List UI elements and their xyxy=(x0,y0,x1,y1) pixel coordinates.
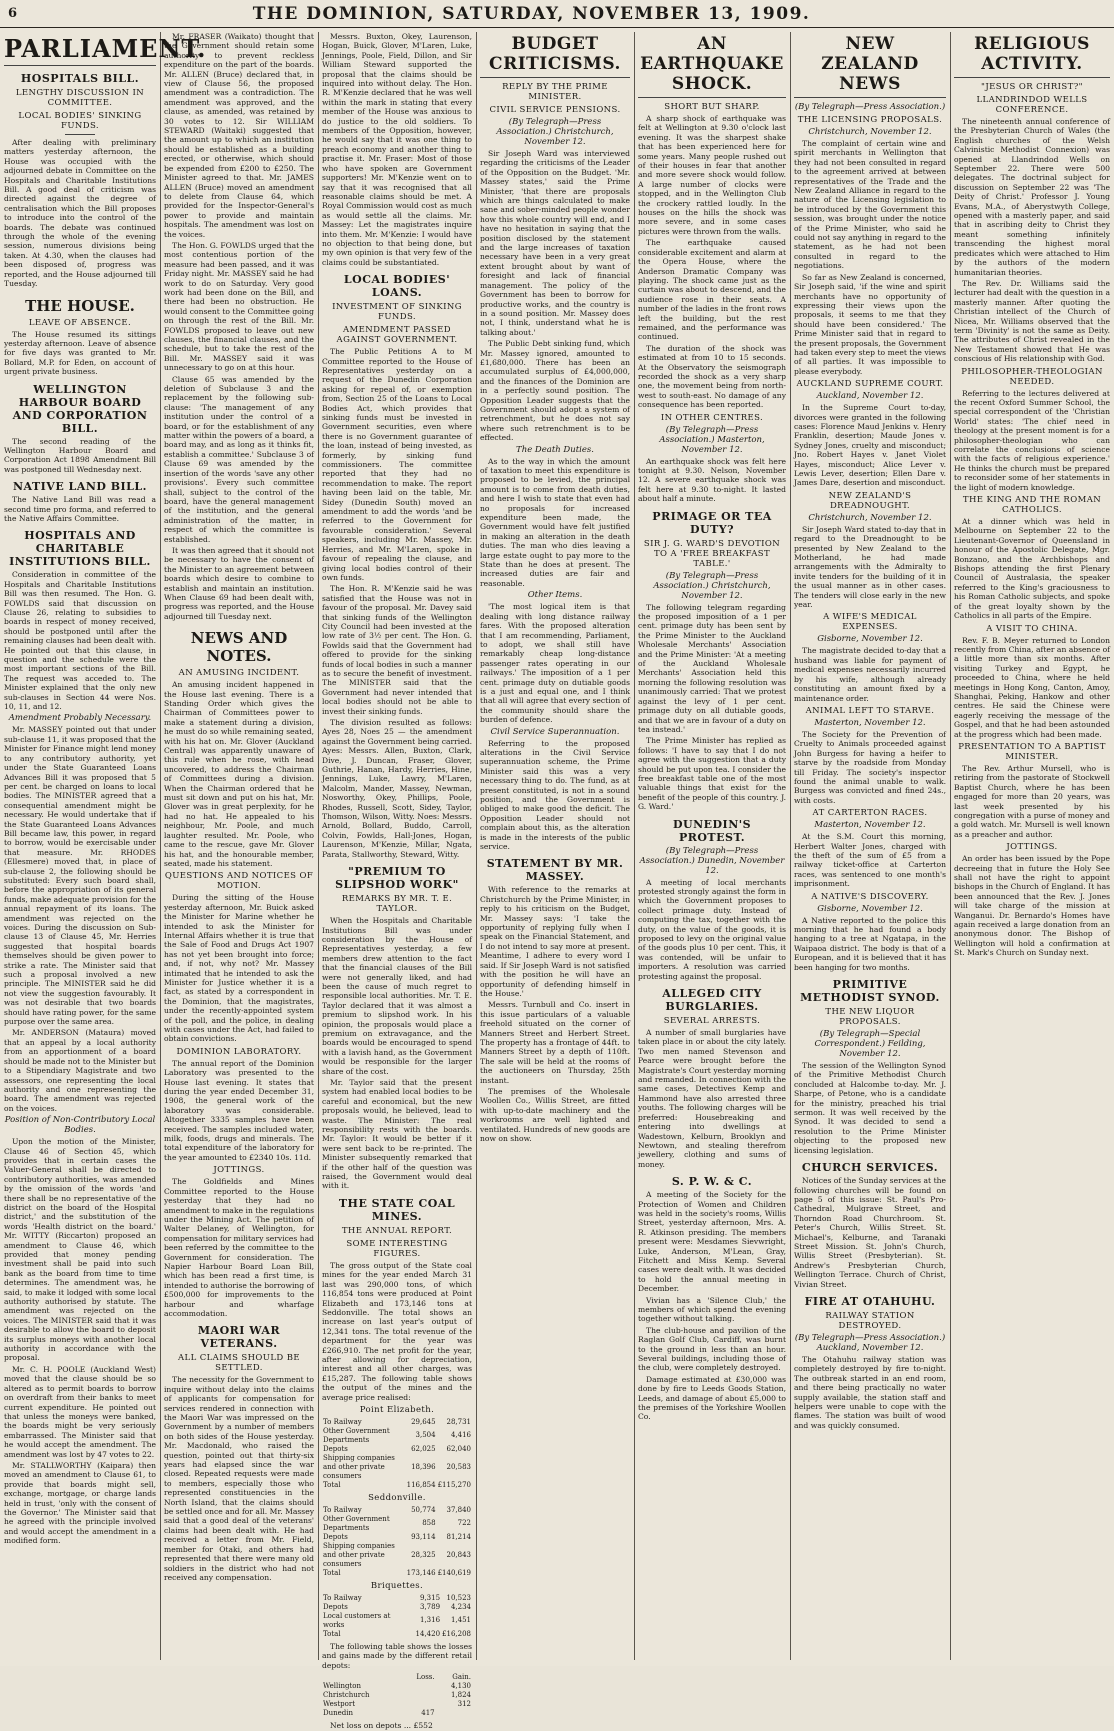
table-cell-label: Depots xyxy=(323,1444,348,1453)
subheadline: The Death Duties. xyxy=(516,444,594,455)
subheadline: NEW ZEALAND'S DREADNOUGHT. xyxy=(828,490,912,511)
table-cell-label: Other Government Departments xyxy=(323,1514,390,1532)
table-row xyxy=(322,1427,472,1445)
subheadline: SIR J. G. WARD'S DEVOTION TO A 'FREE BREAKFAST TABLE.' xyxy=(643,538,781,569)
headline-local-bodies-loans: LOCAL BODIES' LOANS. xyxy=(343,273,451,300)
table-cell-weight: 28,325 xyxy=(411,1550,436,1559)
headline-religious-activity: RELIGIOUS ACTIVITY. xyxy=(954,34,1110,78)
article-paragraph: Referring to the proposed alterations in the Civil Service superannuation scheme, the Prime Minister said this was a very necessary thing to do. The fund, as at present constituted, is not in a sound position, and the Government is obliged to make good the deficit. The Opposition Leader should not complain about this, as the alteration is made in the interests of the public service. xyxy=(480,738,630,852)
divider xyxy=(65,134,95,135)
article-paragraph: Mr. Taylor said that the present system had enabled local bodies to be careful and economical, but the new proposals would, he believed, lead to waste. The Minister: The real responsibility rests with the boards. Mr. Taylor: It would be better if it were sent back to be re-printed. The Minister subsequently remarked that if the other half of the question was raised, the Government would deal with it. xyxy=(322,1078,472,1191)
table-row xyxy=(322,1700,472,1709)
table-cell-weight: 1,316 xyxy=(420,1616,441,1625)
table-row xyxy=(322,1506,472,1515)
column-4 xyxy=(476,32,634,1660)
table-row xyxy=(322,1682,472,1691)
article-paragraph: When the Hospitals and Charitable Institutions Bill was under consideration by the House of Representatives yesterday, a few members drew attention to the fact that the financial clauses of the Bill were not generally liked, and had been the cause of much regret to responsible local authorities. Mr. T. E. Taylor declared that it was almost a premium to slipshod work. In his opinion, the proposals would place a premium on extravagance, and the boards would be encouraged to spend with a lavish hand, as the Government would be responsible for the larger share of the cost. xyxy=(322,916,472,1076)
article-paragraph: Messrs. Buxton, Okey, Laurenson, Hogan, Buick, Glover, M'Laren, Luke, Jennings, Poole, Field, Dillon, and Sir William Steward supported the proposal that the claims should be inquired into without delay. The Hon. R. M'Kenzie declared that he was well within the mark in stating that every member of the House was anxious to do justice to the old soldiers. To members of the Opposition, however, he would say that it was one thing to preach economy and another thing to practise it. Mr. Fraser: Most of those who have spoken are Government supporters! Mr. M'Kenzie went on to say that it was recognised that all reasonable claims should be met. A Royal Commission would cost as much as would settle all the claims. Mr. Massey: Let the magistrates inquire into them. Mr. M'Kenzie: I would have no objection to that being done, but my own opinion is that very few of the claims could be substantiated. xyxy=(322,32,472,267)
article-paragraph: The duration of the shock was estimated at from 10 to 15 seconds. At the Observatory the seismograph recorded the shock as a very sharp one, the movement being from north-west to south-east. No damage of any consequence has been reported. xyxy=(638,343,786,410)
headline-premium-to-slipshod-work: "PREMIUM TO SLIPSHOD WORK" xyxy=(335,865,459,892)
article-paragraph: At the S.M. Court this morning, Herbert Walter Jones, charged with the theft of the sum of £5 from a railway ticket-office at Carterton races, was sentenced to one month's imprisonment. xyxy=(794,832,946,889)
subheadline: THE LICENSING PROPOSALS. xyxy=(797,115,943,125)
table-header-loss: Loss. xyxy=(416,1673,435,1682)
table-cell-label: Local customers at works xyxy=(323,1611,391,1629)
table-title: Briquettes. xyxy=(370,1580,424,1591)
table-row xyxy=(322,1454,472,1481)
headline-earthquake-shock: AN EARTHQUAKE SHOCK. xyxy=(638,34,786,98)
headline: WELLINGTON HARBOUR BOARD AND CORPORATION BILL. xyxy=(12,382,148,435)
output-table-point-elizabeth xyxy=(322,1418,472,1490)
article-paragraph: Upon the motion of the Minister, Clause 46 of Section 45, which provides that in certain cases the Valuer-General shall be directed to contributory authorities, was amended by the omission of the words 'and there shall be no representative of the district on the board of the Hospital district,' and the substitution of the words 'Health district on the board.' Mr. WITTY (Riccarton) proposed an amendment to Clause 46, which provided that money pending investment shall be paid into such bank as the board from time to time determines. The amendment was, he said, to make it lodged with some local authority authorised by statute. The amendment was rejected on the voices. The MINISTER said that it was desirable to allow the board to deposit its surplus moneys with another local authority in accordance with the proposal. xyxy=(4,1137,156,1363)
table-cell-label: Wellington xyxy=(323,1682,362,1691)
article-paragraph: The Public Petitions A to M Committee reported to the House of Representatives yesterday on a request of the Dunedin Corporation asking for repeal of, or exemption from, Section 25 of the Loans to Local Bodies Act, which provides that sinking funds must be invested in Government securities, even where there is no Government guarantee of the loan, instead of being invested, as formerly, by sinking fund commissioners. The committee reported that they had no recommendation to make. The report having been laid on the table, Mr. Sidey (Dunedin South) moved an amendment to add the words 'and be referred to the Government for favourable consideration.' Several speakers, including Mr. Massey, Mr. Herries, and Mr. M'Laren, spoke in favour of repealing the clause, and giving local bodies control of their own funds. xyxy=(322,347,472,582)
dateline: Gisborne, November 12. xyxy=(817,903,923,914)
section-banner-parliament: PARLIAMENT. xyxy=(4,34,156,66)
table-cell-weight: 3,789 xyxy=(420,1602,441,1611)
table-cell-value: 20,583 xyxy=(446,1462,471,1471)
headline-primage-or-tea-duty: PRIMAGE OR TEA DUTY? xyxy=(652,509,772,536)
depots-table xyxy=(322,1673,472,1718)
article-paragraph: Net loss on depots ... £552 xyxy=(330,1721,433,1731)
column-5 xyxy=(634,32,790,1660)
column-6 xyxy=(790,32,950,1660)
dateline: (By Telegraph—Press Association.) Christchurch, November 12. xyxy=(496,117,614,147)
subheadline: INVESTMENT OF SINKING FUNDS. xyxy=(332,302,462,323)
article-paragraph: The division resulted as follows: Ayes 28, Noes 25 — the amendment against the Government being carried. Ayes: Messrs. Allen, Buxton, Clark, Dive, J. Duncan, Fraser, Glover, Guthrie, Hanan, Hardy, Herries, Hine, Jennings, Luke, Lawry, M'Laren, Malcolm, Mander, Massey, Newman, Nosworthy, Okey, Phillips, Poole, Rhodes, Russell, Scott, Sidey, Taylor, Thomson, Wilson, Witty. Noes: Messrs. Arnold, Bollard, Buddo, Carroll, Colvin, Fowlds, Hall-Jones, Hogan, Laurenson, M'Kenzie, Millar, Ngata, Parata, Stallworthy, Steward, Witty. xyxy=(322,718,472,859)
subheadline: ALL CLAIMS SHOULD BE SETTLED. xyxy=(178,1353,300,1374)
newspaper-title: THE DOMINION, SATURDAY, NOVEMBER 13, 1909. xyxy=(252,3,811,24)
article-paragraph: After dealing with preliminary matters yesterday afternoon, the House was occupied with the adjourned debate in Committee on the Hospitals and Charitable Institutions Bill. A good deal of criticism was directed against the degree of centralisation which the Bill proposes to introduce into the control of the boards. The debate was continued through the whole of the evening session, numerous divisions being taken. At 4.30, when the clauses had been disposed of, progress was reported, and the House adjourned till Tuesday. xyxy=(4,138,156,289)
article-paragraph: Clause 65 was amended by the deletion of Subclause 3 and the replacement by the following sub-clause: 'The management of any institution under the control of a board, or for the establishment of any matter within the powers of a board, a board may, and as long as it thinks fit, establish a committee.' Subclause 3 of Clause 69 was amended by the insertion of the words 'save any other provisions'. Every such committee shall, subject to the control of the board, have the general management of the institution, and the general administration of the matter, in respect of which the committee is established. xyxy=(164,374,314,544)
subheadline: JOTTINGS. xyxy=(213,1165,265,1176)
article-paragraph: The House resumed its sittings yesterday afternoon. Leave of absence for five days was granted to Mr. Bollard, M.P. for Eden, on account of urgent private business. xyxy=(4,329,156,377)
dateline: Christchurch, November 12. xyxy=(808,127,932,137)
table-header-label xyxy=(322,1673,402,1682)
table-cell-label: Westport xyxy=(323,1700,356,1709)
article-paragraph: The session of the Wellington Synod of the Primitive Methodist Church concluded at Halcombe to-day. Mr. J. Sharpe, of Petone, who is a candidate for the ministry, preached his trial sermon. It was well received by the Synod. It was decided to send a resolution to the Prime Minister objecting to the proposed new licensing legislation. xyxy=(794,1061,946,1155)
article-paragraph: Mr. C. H. POOLE (Auckland West) moved that the clause should be so altered as to permit boards to borrow on overdraft from their banks to meet current expenditure. He pointed out that unless the moneys were banked, the boards might be very seriously embarrassed. The Minister said that he would accept the amendment. The amendment was lost by 47 votes to 22. xyxy=(4,1364,156,1459)
article-paragraph: The Otahuhu railway station was completely destroyed by fire to-night. The outbreak started in an end room, and there being practically no water supply available, the station staff and helpers were unable to cope with the flames. The station was built of wood and was quickly consumed. xyxy=(794,1354,946,1430)
subheadline: PRESENTATION TO A BAPTIST MINISTER. xyxy=(958,741,1106,762)
table-cell-label: To Railway xyxy=(323,1505,362,1514)
headline-budget-criticisms: BUDGET CRITICISMS. xyxy=(480,34,630,78)
table-cell-gain: 4,130 xyxy=(450,1682,471,1691)
table-header-row xyxy=(322,1673,472,1682)
table-row xyxy=(322,1569,472,1578)
column-3 xyxy=(318,32,476,1731)
article-paragraph: The following telegram regarding the proposed imposition of a 1 per cent. primage duty has been sent by the Prime Minister to the Auckland Wholesale Merchants' Association and the Prime Minister: 'At a meeting of the Auckland Wholesale Merchants' Association held this morning the following resolution was unanimously carried: That we protest against the levy of 1 per cent. primage duty on all dutiable goods, and that we are in favour of a duty on tea instead.' xyxy=(638,602,786,734)
article-paragraph: Consideration in committee of the Hospitals and Charitable Institutions Bill was then resumed. The Hon. G. FOWLDS said that discussion on Clause 26, relating to subsidies to boards in respect of money received, should be postponed until after the remaining clauses had been dealt with. He pointed out that this clause, in question and the schedule were the most important sections of the Bill. The request was acceded to. The Minister explained that the only new sub-clauses in Section 44 were Nos. 10, 11, and 12. xyxy=(4,570,156,712)
table-cell-weight: 173,146 xyxy=(406,1568,436,1577)
article-paragraph: A meeting of local merchants protested strongly against the form in which the Government proposes to collect primage duty. Instead of computing the tax, together with the duty, on the value of the goods, it is proposed to levy on the original value of the goods plus 10 per cent. This, it was contended, will be unfair to importers. A resolution was carried protesting against the proposal. xyxy=(638,877,786,981)
subheadline: IN OTHER CENTRES. xyxy=(660,412,764,423)
article-paragraph: It was then agreed that it should not be necessary to have the consent of the Minister to an agreement between boards which desire to combine to establish and maintain an institution. When Clause 69 had been dealt with, progress was reported, and the House adjourned till Tuesday next. xyxy=(164,545,314,621)
table-cell-gain: 1,824 xyxy=(450,1691,471,1700)
article-paragraph: Rev. F. B. Meyer returned to London recently from China, after an absence of a little more than six months. After visiting Turkey and Egypt, he proceeded to China, where he held meetings in Hong Kong, Canton, Amoy, Shanghai, Peking, Hankow and other centres. He said the Chinese were eagerly receiving the message of the Gospel, and that he had been astounded at the progress which had been made. xyxy=(954,635,1110,739)
table-cell-label: Total xyxy=(323,1629,341,1638)
table-cell-label: Shipping companies and other private consumers xyxy=(323,1541,395,1568)
subheadline: DOMINION LABORATORY. xyxy=(176,1046,302,1057)
subheadline: A VISIT TO CHINA. xyxy=(986,623,1078,634)
table-cell-label: To Railway xyxy=(323,1417,362,1426)
table-cell-label: Shipping companies and other private consumers xyxy=(323,1453,395,1480)
table-cell-value: 81,214 xyxy=(446,1532,471,1541)
headline: NATIVE LAND BILL. xyxy=(12,480,147,494)
article-paragraph: The following table shows the losses and gains made by the different retail depots: xyxy=(322,1641,472,1670)
subheadline: REPLY BY THE PRIME MINISTER. xyxy=(502,82,608,102)
headline-alleged-city-burglaries: ALLEGED CITY BURGLARIES. xyxy=(662,987,762,1014)
subheadline: Amendment Probably Necessary. xyxy=(8,713,152,724)
article-paragraph: A Native reported to the police this morning that he had found a body hanging to a tree at Ngatapa, in the Waipaoa district. The body is that of a European, and it is believed that it has been hanging for two months. xyxy=(794,915,946,972)
article-paragraph: The Public Debt sinking fund, which Mr. Massey ignored, amounted to £1,680,000. There has been an accumulated surplus of £4,000,000, and the finances of the Dominion are in a perfectly sound position. The Opposition Leader suggests that the Government should adopt a system of retrenchment, but he does not say where such retrenchment is to be effected. xyxy=(480,339,630,443)
dateline: (By Telegraph—Special Correspondent.) Feilding, November 12. xyxy=(814,1029,926,1060)
article-paragraph: The Goldfields and Mines Committee reported to the House yesterday that they had no amendment to make in the regulations under the Mining Act. The petition of Walter Delaney, of Wellington, for compensation for military services had been referred by the committee to the Government for consideration. The Napier Harbour Board Loan Bill, which has been read a first time, is intended to authorise the borrowing of £500,000 for improvements to the harbour and wharfage accommodation. xyxy=(164,1177,314,1318)
article-paragraph: A meeting of the Society for the Protection of Women and Children was held in the society's rooms, Willis Street, yesterday afternoon, Mrs. A. R. Atkinson presiding. The members present were: Mesdames Sievwright, Luke, Anderson, M'Lean, Gray, Fitchett and Miss Kemp. Several cases were dealt with. It was decided to hold the annual meeting in December. xyxy=(638,1190,786,1294)
table-cell-value: £140,619 xyxy=(437,1568,471,1577)
table-cell-loss xyxy=(402,1682,435,1691)
table-cell-label: Depots xyxy=(323,1532,348,1541)
article-paragraph: Mr. STALLWORTHY (Kaipara) then moved an amendment to Clause 61, to provide that boards might sell, exchange, mortgage, or charge lands held in trust, 'only with the consent of the Governor.' The Minister said that he agreed with the principle involved and would accept the amendment in a modified form. xyxy=(4,1460,156,1546)
table-cell-label: Christchurch xyxy=(323,1691,370,1700)
article-paragraph: At a dinner which was held in Melbourne on September 22 to the Lieutenant-Governor of Queensland in honour of the Apostolic Delegate, Mgr. Bonzano, and the Archbishops and Bishops attending the first Plenary Council of Australasia, the speaker referred to the King's graciousness to his Roman Catholic subjects, and spoke of the great loyalty shown by the Catholics in all parts of the Empire. xyxy=(954,517,1110,621)
table-cell-weight: 14,420 xyxy=(415,1629,441,1638)
page-number: 6 xyxy=(8,6,18,21)
article-paragraph: The Native Land Bill was read a second time pro forma, and referred to the Native Affairs Committee. xyxy=(4,495,156,523)
subheadline: Other Items. xyxy=(527,590,583,601)
article-paragraph: Referring to the lectures delivered at the recent Oxford Summer School, the special correspondent of the 'Christian World' states: 'The chief need in theology at the present moment is for a philosopher-theologian who can correlate the conclusions of science with the facts of religious experience.' He thinks the church must be prepared to reconsider some of her statements in the light of modern knowledge. xyxy=(954,388,1110,492)
subheadline: "JESUS OR CHRIST?" xyxy=(981,82,1083,92)
article-paragraph: Mr. MASSEY pointed out that under sub-clause 11, it was proposed that the Minister for Finance might lend money to any contributory authority, yet under the State Guaranteed Loans Advances Bill it was proposed that 5 per cent. be charged on loans to local bodies. The MINISTER agreed that a consequential amendment might be necessary. He would undertake that if the State Guaranteed Loans Advances Bill became law, this power, in regard to borrow, would be exercisable under that measure. Mr. RHODES (Ellesmere) moved that, in place of sub-clause 2, the following should be substituted: Every such board shall, before the appropriation of its general funds, make adequate provision for the annual repayment of its loans. The amendment was rejected on the voices. During the discussion on Sub-clause 13 of Clause 45, Mr. Herries suggested that hospital boards themselves should be given power to strike a rate. The Minister said that such a proposal involved a new principle. The MINISTER said he did not view the suggestion favourably. It was not desirable that two boards should have rating power, for the same purpose over the same area. xyxy=(4,725,156,1027)
subheadline: A NATIVE'S DISCOVERY. xyxy=(811,891,929,902)
headline-primitive-methodist-synod: PRIMITIVE METHODIST SYNOD. xyxy=(800,978,940,1005)
article-paragraph: Vivian has a 'Silence Club,' the members of which spend the evening together without talking. xyxy=(638,1295,786,1324)
table-cell-value: 1,451 xyxy=(450,1616,471,1625)
dateline: (By Telegraph—Press Association.) Auckland, November 12. xyxy=(794,1332,946,1353)
subheadline: Civil Service Superannuation. xyxy=(490,726,620,737)
article-paragraph: In the Supreme Court to-day, divorces were granted in the following cases: Florence Maud Jenkins v. Henry Franklin, desertion; Maude Jones v. Sydney Jones, cruelty and misconduct; Jno. Robert Hayes v. Janet Violet Hayes, misconduct; Alice Lever v. Lewis Lever, desertion; Ellen Dare v. James Dare, desertion and misconduct. xyxy=(794,403,946,488)
headline: HOSPITALS AND CHARITABLE INSTITUTIONS BILL. xyxy=(9,529,151,569)
article-paragraph: The club-house and pavilion of the Raglan Golf Club, Cardiff, was burnt to the ground in less than an hour. Several buildings, including those of the club, were completely destroyed. xyxy=(638,1325,786,1373)
table-cell-gain xyxy=(436,1709,472,1718)
subheadline: A WIFE'S MEDICAL EXPENSES. xyxy=(823,612,917,633)
table-cell-value: 62,040 xyxy=(446,1444,471,1453)
table-row xyxy=(322,1594,472,1603)
dateline: Gisborne, November 12. xyxy=(817,634,923,645)
table-cell-weight: 93,114 xyxy=(411,1532,436,1541)
table-cell-label: Total xyxy=(323,1568,341,1577)
table-cell-label: Total xyxy=(323,1480,341,1489)
table-cell-weight: 18,396 xyxy=(411,1462,436,1471)
table-row xyxy=(322,1691,472,1700)
headline-hospitals-bill: HOSPITALS BILL. xyxy=(20,72,140,85)
article-paragraph: An order has been issued by the Pope decreeing that in future the Holy See shall not have the right to appoint bishops in the Church of England. It has been announced that the Rev. J. Jones will take charge of the mission at Wanganui. Dr. Bernardo's Homes have again received a large donation from an anonymous donor. The Bishop of Wellington will hold a confirmation at St. Mark's Church on Sunday next. xyxy=(954,854,1110,958)
table-cell-label: Dunedin xyxy=(323,1709,353,1718)
subheadline: AN AMUSING INCIDENT. xyxy=(178,668,300,679)
table-cell-loss: 417 xyxy=(421,1709,435,1718)
headline-the-house: THE HOUSE. xyxy=(25,296,135,315)
table-cell-weight: 50,774 xyxy=(411,1505,436,1514)
table-cell-value: £16,208 xyxy=(442,1629,471,1638)
headline-state-coal-mines: THE STATE COAL MINES. xyxy=(338,1196,456,1223)
article-paragraph: So far as New Zealand is concerned, Sir Joseph said, 'if the wine and spirit merchants have no opportunity of expressing their views upon the proposals, it seems to me that they should have been considered.' The Prime Minister said that in regard to the present proposals, the Government had taken every step to meet the views of all parties. It was impossible to please everybody. xyxy=(794,272,946,376)
dateline: Auckland, November 12. xyxy=(816,391,924,402)
article-paragraph: The premises of the Wholesale Woollen Co., Willis Street, are fitted with up-to-date machinery and the workrooms are well lighted and ventilated. Hundreds of new goods are now on show. xyxy=(480,1086,630,1143)
subheadline: AMENDMENT PASSED AGAINST GOVERNMENT. xyxy=(336,325,458,346)
article-paragraph: The complaint of certain wine and spirit merchants in Wellington that they had not been consulted in regard to the agreement arrived at between representatives of the Trade and the New Zealand Alliance in regard to the nature of the Licensing legislation to be introduced by the Government this session, was brought under the notice of the Prime Minister, who said he could not say anything in regard to the statement, as he had not been consulted in regard to the negotiations. xyxy=(794,139,946,271)
article-paragraph: Sir Joseph Ward was interviewed regarding the criticisms of the Leader of the Opposition on the Budget. 'Mr. Massey states,' said the Prime Minister, 'that there are proposals which are things calculated to make sane and sober-minded people wonder how this whole country will end, and I have no hesitation in saying that the position disclosed by the statement and the large increases of taxation necessary have been in a very great extent brought about by want of foresight and lack of financial management. The policy of the Government has been to borrow for productive works, and the country is in a sound position. Mr. Massey does not, I think, understand what he is talking about.' xyxy=(480,149,630,337)
table-row xyxy=(322,1515,472,1533)
article-paragraph: During the sitting of the House yesterday afternoon, Mr. Buick asked the Minister for Marine whether he intended to ask the Minister for Internal Affairs whether it is true that the Sale of Food and Drugs Act 1907 has not yet been brought into force; and, if not, why not? Mr. Massey intimated that he intended to ask the Minister for Justice whether it is a fact, as stated by a correspondent in the Dominion, that the magistrates, under the recently-appointed system of the poll, and the police, in dealing with cases under the Act, had failed to obtain convictions. xyxy=(164,893,314,1044)
table-cell-weight: 858 xyxy=(422,1519,436,1528)
table-cell-value: 10,523 xyxy=(446,1593,471,1602)
subheadline: THE ANNUAL REPORT. xyxy=(341,1225,453,1236)
masthead xyxy=(0,0,1114,28)
subheadline: SHORT BUT SHARP. xyxy=(664,102,760,112)
subheadline: SOME INTERESTING FIGURES. xyxy=(346,1238,448,1259)
table-header-gain: Gain. xyxy=(452,1673,471,1682)
subheadline: JOTTINGS. xyxy=(1006,842,1058,853)
subheadline: LLANDRINDOD WELLS CONFERENCE. xyxy=(976,95,1088,115)
table-row xyxy=(322,1612,472,1630)
table-cell-value: 37,840 xyxy=(446,1505,471,1514)
dateline: Christchurch, November 12. xyxy=(808,512,932,523)
subheadline: AT CARTERTON RACES. xyxy=(812,808,928,819)
subheadline: Position of Non-Contributory Local Bodies. xyxy=(4,1115,156,1136)
output-table-briquettes xyxy=(322,1594,472,1639)
article-paragraph: The earthquake caused considerable excitement and alarm at the Opera House, where the Anderson Dramatic Company was playing. The shock came just as the curtain was about to descend, and the audience rose in their seats. A number of the ladies in the front rows left the building, but the rest remained, and the performance was continued. xyxy=(638,238,786,342)
article-paragraph: With reference to the remarks at Christchurch by the Prime Minister, in reply to his criticism on the Budget, Mr. Massey says: 'I take the opportunity of replying fully when I speak on the Financial Statement, and I do not intend to say more at present. Meantime, I adhere to every word I said. If Sir Joseph Ward is not satisfied with the position he will have an opportunity of defending himself in the House.' xyxy=(480,885,630,998)
table-cell-loss xyxy=(402,1700,435,1709)
table-row xyxy=(322,1603,472,1612)
table-cell-value: 4,416 xyxy=(450,1431,471,1440)
subheadline: PHILOSOPHER-THEOLOGIAN NEEDED. xyxy=(961,366,1103,387)
table-cell-value: 20,843 xyxy=(446,1550,471,1559)
article-paragraph: The Rev. Arthur Mursell, who is retiring from the pastorate of Stockwell Baptist Church, where he has been engaged for more than 20 years, was last week presented by his congregation with a purse of money and a gold watch. Mr. Mursell is well known as a preacher and author. xyxy=(954,763,1110,839)
table-cell-loss xyxy=(402,1691,435,1700)
article-paragraph: The magistrate decided to-day that a husband was liable for payment of medical expenses necessarily incurred by his wife, although already constituting an amount fixed by a maintenance order. xyxy=(794,646,946,703)
subheadline: ANIMAL LEFT TO STARVE. xyxy=(805,705,935,716)
headline-new-zealand-news: NEW ZEALAND NEWS xyxy=(794,34,946,98)
article-paragraph: As to the way in which the amount of taxation to meet this expenditure is proposed to be levied, the principal amount is to come from death duties, and here I wish to state that even had no proposals for increased expenditure been made, the Government would have felt justified in making an alteration in the death duties. The man who dies leaving a large estate ought to pay more to the State than he does at present. The increased duties are fair and reasonable. xyxy=(480,456,630,588)
column-7 xyxy=(950,32,1114,1660)
table-cell-gain: 312 xyxy=(457,1700,471,1709)
table-row xyxy=(322,1533,472,1542)
dateline: Masterton, November 12. xyxy=(814,717,926,728)
table-cell-value: £115,270 xyxy=(437,1480,471,1489)
article-paragraph: Mr. FRASER (Waikato) thought that the Government should retain some authority to prevent reckless expenditure on the part of the boards. Mr. ALLEN (Bruce) declared that, in view of Clause 56, the proposed amendment was a contradiction. The amendment was approved, and the clause, as amended, was retained by 30 votes to 12. Sir WILLIAM STEWARD (Waitaki) suggested that the amount up to which an institution should be established as a building erected, or otherwise, which should be expended from £200 to £250. The Minister agreed to that. Mr. JAMES ALLEN (Bruce) moved an amendment to delete from Clause 64, which provided for the Inspector-General's power to provide and maintain hospitals. The amendment was lost on the voices. xyxy=(164,32,314,239)
dateline: (By Telegraph—Press Association.) xyxy=(794,102,946,112)
table-row xyxy=(322,1630,472,1639)
subheadline: QUESTIONS AND NOTICES OF MOTION. xyxy=(164,871,314,892)
subheadline: LENGTHY DISCUSSION IN COMMITTEE. xyxy=(15,88,145,108)
table-cell-value: 28,731 xyxy=(446,1417,471,1426)
column-1 xyxy=(0,32,207,1660)
article-paragraph: The annual report of the Dominion Laboratory was presented to the House last evening. It states that during the year ended December 31, 1908, the general work of the laboratory was considerable. Altogether 3335 samples have been received. The samples included water, milk, foods, drugs and minerals. The total expenditure of the laboratory for the year amounted to £2340 10s. 11d. xyxy=(164,1058,314,1162)
table-cell-value: 4,234 xyxy=(450,1602,471,1611)
article-paragraph: The Rev. Dr. Williams said the lecturer had dealt with the question in a masterly manner. After quoting the Christian intellect of the Church of Nicea, Mr. Williams observed that the term 'Divinity' is not the same as Deity. The attributes of Christ revealed in the New Testament showed that He was conscious of His relationship with God. xyxy=(954,278,1110,364)
article-paragraph: 'The most logical item is that dealing with long distance railway fares. With the proposed alteration that I am recommending, Parliament, to adopt, we shall still have remarkably cheap long-distance passenger rates operating in our railways.' The imposition of a 1 per cent. primage duty on dutiable goods is a just and equal one, and I think that all will agree that every section of the community should share the burden of defence. xyxy=(480,602,630,725)
article-paragraph: The Hon. G. FOWLDS urged that the most contentious portion of the measure had been passed, and it was Friday night. Mr. MASSEY said he had work to do on Saturday. Very good work had been done on the Bill, and there had been no obstruction. He would consent to the Committee going on through the rest of the Bill. Mr. FOWLDS proposed to leave out new clauses, the financial clauses, and the schedule, but to take the rest of the Bill. Mr. MASSEY said it was unnecessary to go on at this hour. xyxy=(164,240,314,373)
table-row xyxy=(322,1542,472,1569)
article-paragraph: The Society for the Prevention of Cruelty to Animals proceeded against John Burgess for having a heifer to starve by the roadside from Monday till Friday. The society's inspector found the animal unable to walk. Burgess was convicted and fined 24s., with costs. xyxy=(794,729,946,805)
column-2 xyxy=(160,32,318,1660)
table-title: Point Elizabeth. xyxy=(359,1404,435,1415)
article-paragraph: Mr. ANDERSON (Mataura) moved that an appeal by a local authority from an apportionment of a board should be made not to the Minister but to a Stipendiary Magistrate and two assessors, one representing the local authority and one representing the board. The amendment was rejected on the voices. xyxy=(4,1028,156,1113)
subheadline: SEVERAL ARRESTS. xyxy=(663,1016,761,1027)
article-paragraph: Damage estimated at £30,000 was done by fire to Leeds Goods Station, Leeds, and damage of about £5,000 to the premises of the Yorkshire Woollen Co. xyxy=(638,1374,786,1422)
headline-maori-war-veterans: MAORI WAR VETERANS. xyxy=(197,1324,281,1351)
table-row xyxy=(322,1709,472,1718)
article-paragraph: Sir Joseph Ward stated to-day that in regard to the Dreadnought to be presented by New Zealand to the Motherland, he had made arrangements with the Admiralty to invite tenders for the building of it in the usual manner as in other cases. The tenders will close early in the new year. xyxy=(794,524,946,610)
dateline: Masterton, November 12. xyxy=(814,820,926,831)
headline-spwc: S. P. W. & C. xyxy=(671,1175,753,1189)
dateline: (By Telegraph—Press Association.) Dunedin, November 12. xyxy=(639,845,785,876)
table-cell-weight: 29,645 xyxy=(411,1417,436,1426)
article-paragraph: Messrs. Turnbull and Co. insert in this issue particulars of a valuable freehold situated on the corner of Manners Street and Herbert Street. The property has a frontage of 44ft. to Manners Street by a depth of 110ft. The sale will be held at the rooms of the auctioneers on Thursday, 25th instant. xyxy=(480,1000,630,1085)
article-paragraph: A number of small burglaries have taken place in or about the city lately. Two men named Stevenson and Pearce were brought before the Magistrate's Court yesterday morning and remanded. In connection with the same cases, Detectives Kemp and Hammond have also arrested three youths. The following charges will be preferred: Housebreaking and entering into dwellings at Wadestown, Kelburn, Brooklyn and Newtown, and stealing therefrom jewellery, clothing and sums of money. xyxy=(638,1028,786,1169)
dateline: (By Telegraph—Press Association.) Masterton, November 12. xyxy=(659,424,765,455)
table-row xyxy=(322,1445,472,1454)
subheadline: AUCKLAND SUPREME COURT. xyxy=(796,379,944,390)
article-paragraph: The gross output of the State coal mines for the year ended March 31 last was 290,000 tons, of which 116,854 tons were produced at Point Elizabeth and 173,146 tons at Seddonville. The total shows an increase on last year's output of 12,341 tons. The total revenue of the department for the year was £266,910. The net profit for the year, after allowing for depreciation, interest and all other charges, was £15,287. The following table shows the output of the mines and the average price realised: xyxy=(322,1260,472,1402)
table-cell-weight: 9,315 xyxy=(420,1593,441,1602)
article-paragraph: Notices of the Sunday services at the following churches will be found on page 5 of this issue: St. Paul's Pro-Cathedral, Mulgrave Street, and Thorndon Road Churchroom. St. Peter's Church, Willis Street. St. Michael's, Kelburne, and Taranaki Street Mission. St. John's Church, Willis Street (Presbyterian). St. Andrew's Presbyterian Church, Wellington Terrace. Church of Christ, Vivian Street. xyxy=(794,1176,946,1289)
article-paragraph: The necessity for the Government to inquire without delay into the claims of applicants for compensation for services rendered in connection with the Maori War was impressed on the Government by a number of members on both sides of the House yesterday. Mr. Macdonald, who raised the question, pointed out that thirty-six years had elapsed since the war closed. Repeated requests were made to members, especially those who represented constituencies in the North Island, that the claims should be settled once and for all. Mr. Massey said that a good deal of the veterans' claims had been dealt with. He had received a letter from Mr. Field, member for Otaki, and others had represented that there were many old soldiers in the district who had not received any compensation. xyxy=(164,1375,314,1582)
headline-dunedins-protest: DUNEDIN'S PROTEST. xyxy=(672,817,752,844)
headline-news-and-notes: NEWS AND NOTES. xyxy=(190,629,288,666)
output-table-seddonville xyxy=(322,1506,472,1578)
subheadline: THE NEW LIQUOR PROPOSALS. xyxy=(825,1007,915,1028)
headline-statement-by-mr-massey: STATEMENT BY MR. MASSEY. xyxy=(486,857,624,884)
headline-fire-at-otahuhu: FIRE AT OTAHUHU. xyxy=(804,1294,936,1308)
subheadline: RAILWAY STATION DESTROYED. xyxy=(825,1310,915,1331)
subheadline: REMARKS BY MR. T. E. TAYLOR. xyxy=(341,894,453,915)
dateline: (By Telegraph—Press Association.) Christchurch, November 12. xyxy=(653,570,771,601)
subheadline: CIVIL SERVICE PENSIONS. xyxy=(489,105,621,115)
table-row xyxy=(322,1481,472,1490)
article-paragraph: The second reading of the Wellington Harbour Board and Corporation Act 1898 Amendment Bill was postponed till Wednesday next. xyxy=(4,436,156,474)
article-paragraph: The nineteenth annual conference of the Presbyterian Church of Wales (the English churches of the Welsh Calvinistic Methodist Connexion) was opened at Llandrindod Wells on September 22. There were 500 delegates. The doctrinal subject for discussion on September 22 was 'The Deity of Christ.' Professor J. Young Evans, M.A., of Aberystwyth College, opened with a masterly paper, and said that in ascribing deity to Christ they meant something infinitely transcending the highest moral predicates which were attached to Him by the authors of the modern humanitarian theories. xyxy=(954,117,1110,277)
subheadline: THE KING AND THE ROMAN CATHOLICS. xyxy=(962,495,1102,516)
article-paragraph: The Hon. R. M'Kenzie said he was satisfied that the House was not in favour of the proposal. Mr. Davey said that sinking funds of the Wellington City Council had been invested at the low rate of 3½ per cent. The Hon. G. Fowlds said that the Government had offered to provide for the sinking funds of local bodies in such a manner as to secure the benefit of investment. The MINISTER said that the Government had never intended that local bodies should not be able to invest their sinking funds. xyxy=(322,584,472,716)
table-cell-label: Depots xyxy=(323,1602,348,1611)
table-cell-weight: 116,854 xyxy=(406,1480,436,1489)
headline-church-services: CHURCH SERVICES. xyxy=(801,1161,939,1175)
table-cell-label: To Railway xyxy=(323,1593,362,1602)
table-cell-label: Other Government Departments xyxy=(323,1426,390,1444)
article-paragraph: A sharp shock of earthquake was felt at Wellington at 9.30 o'clock last evening. It was the sharpest shake that has been experienced here for some years. Many people rushed out of their houses in fear that another and more severe shock would follow. A large number of clocks were stopped, and in the Wellington Club the crockery rattled loudly. In the houses on the hills the shock was more severe, and in some cases pictures were thrown from the walls. xyxy=(638,114,786,236)
article-paragraph: An earthquake shock was felt here tonight at 9.30. Nelson, November 12. A severe earthquake shock was felt here at 9.30 to-night. It lasted about half a minute. xyxy=(638,456,786,504)
table-row xyxy=(322,1418,472,1427)
table-title: Seddonville. xyxy=(368,1492,426,1503)
table-cell-value: 722 xyxy=(457,1519,471,1528)
article-paragraph: The Prime Minister has replied as follows: 'I have to say that I do not agree with the suggestion that a duty should be put upon tea. I consider the free breakfast table one of the most valuable things that exist for the benefit of the people of this country. J. G. Ward.' xyxy=(638,736,786,812)
subheadline: LOCAL BODIES' SINKING FUNDS. xyxy=(18,111,142,131)
subheadline: LEAVE OF ABSENCE. xyxy=(28,317,132,328)
article-paragraph: An amusing incident happened in the House last evening. There is a Standing Order which gives the Chairman of Committees power to make a statement during a division, he must do so while remaining seated, with his hat on. Mr. Glover (Auckland Central) was apparently unaware of this rule when he rose, with head uncovered, to address the Chairman of Committees during a division. When the Chairman ordered that he must sit down and put on his hat, Mr. Glover was in great perplexity, for he had no hat. He appealed to his neighbour, Mr. Poole, and much laughter resulted. Mr. Poole, who came to the rescue, gave Mr. Glover his hat, and the honourable member, seated, made his statement. xyxy=(164,680,314,868)
table-cell-weight: 62,025 xyxy=(411,1444,436,1453)
table-cell-weight: 3,504 xyxy=(415,1431,436,1440)
